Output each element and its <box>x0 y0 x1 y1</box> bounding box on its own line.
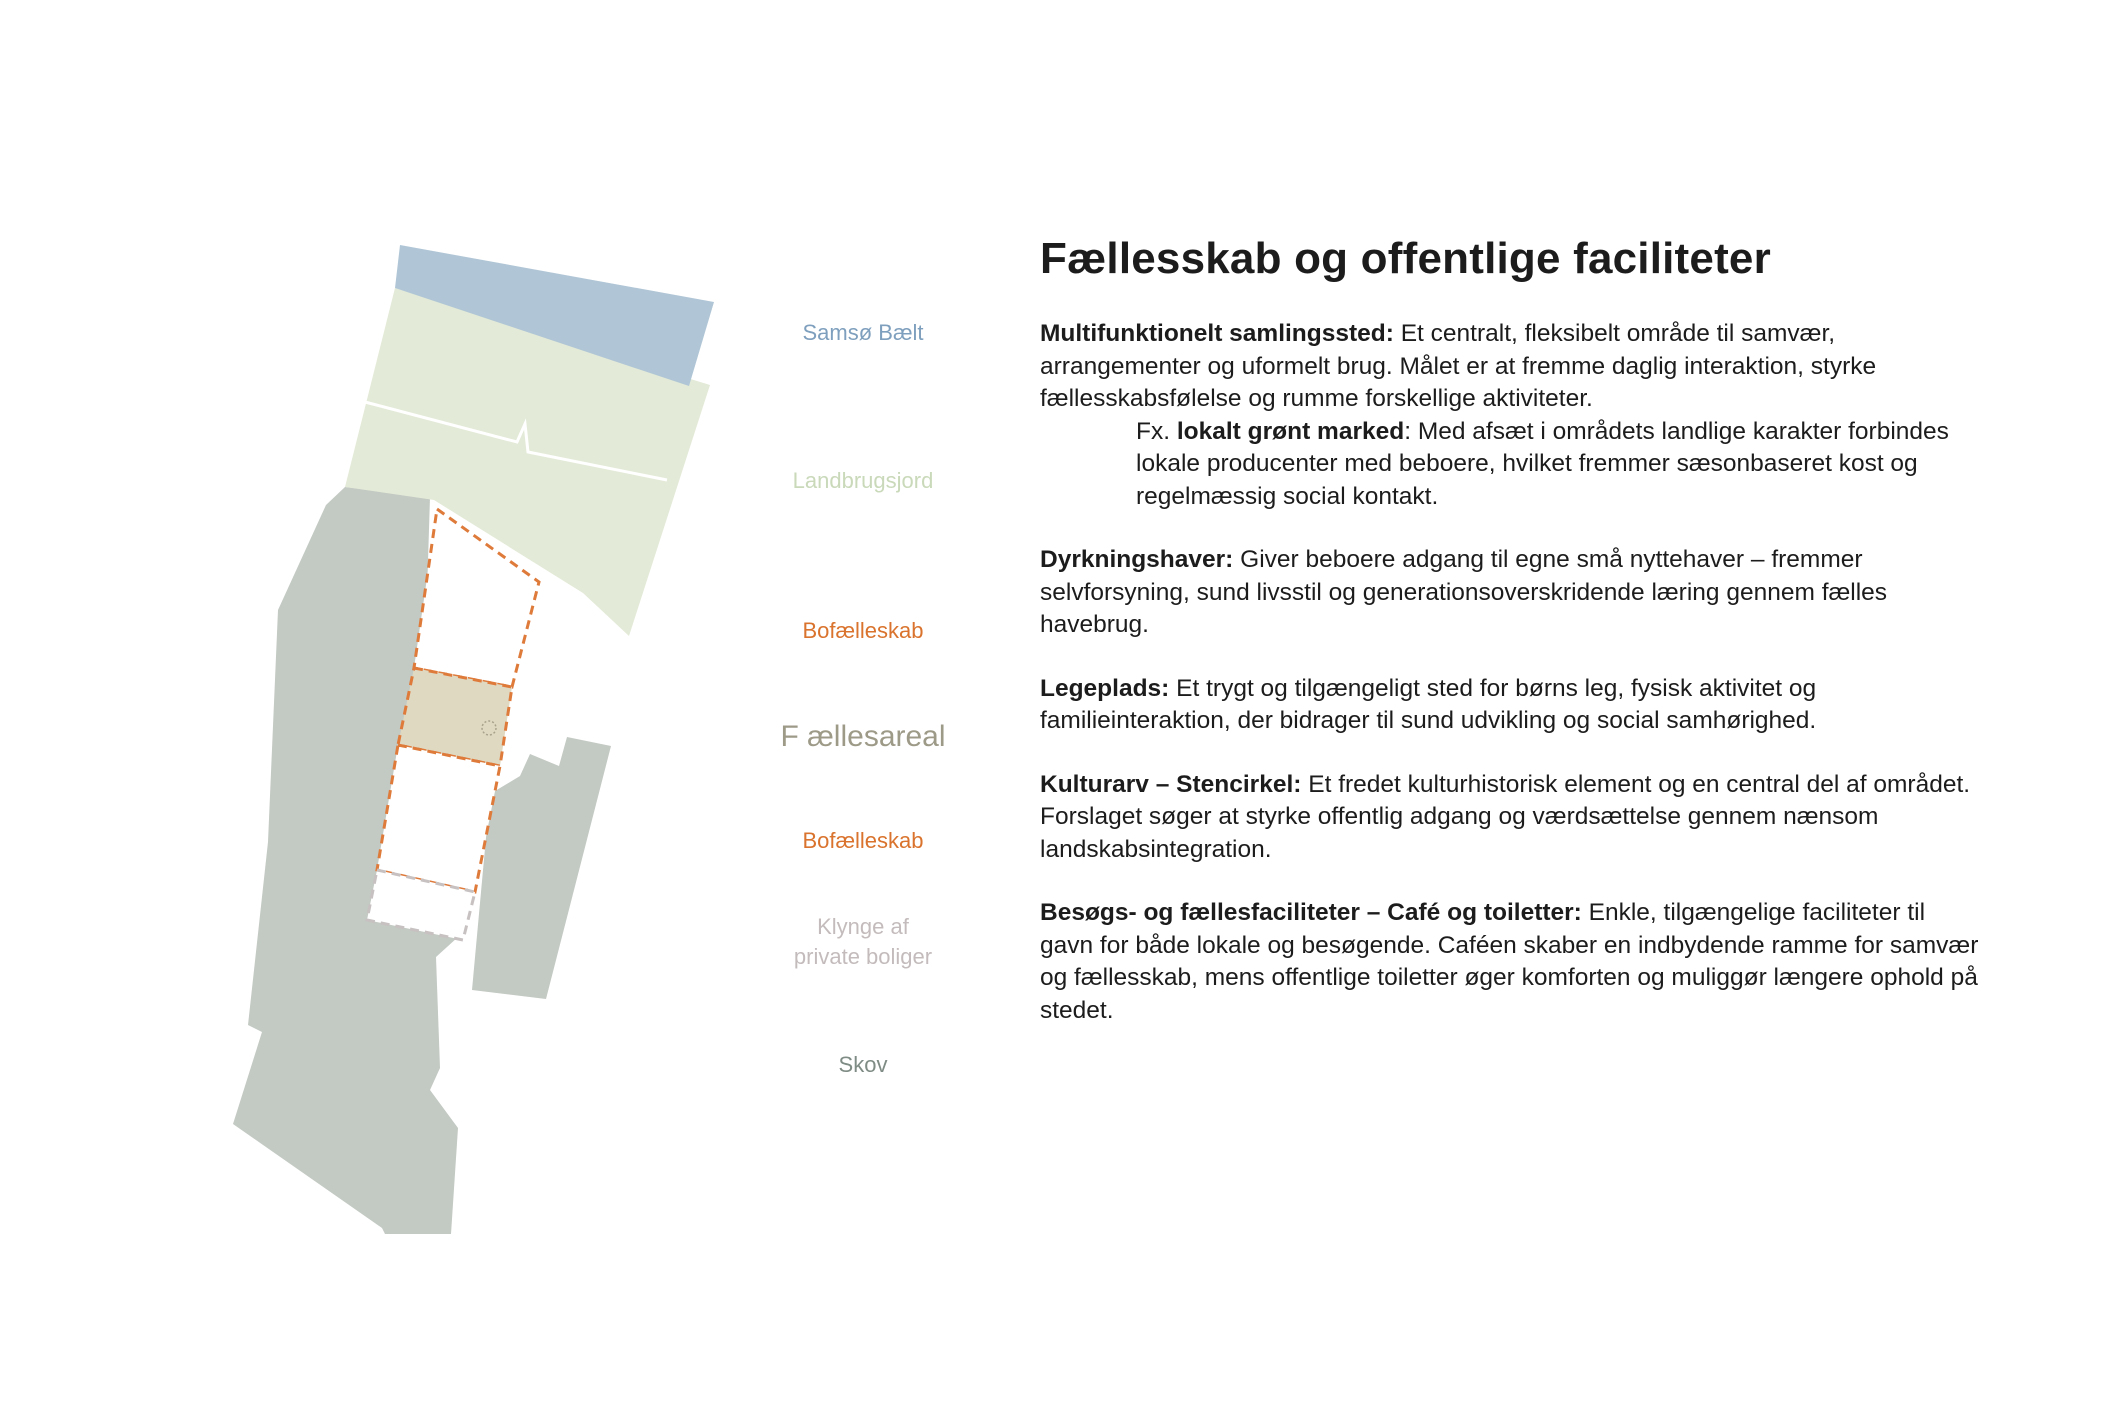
section-gathering-place <box>1040 318 1980 513</box>
site-plan-diagram <box>0 0 1000 1408</box>
legend-private-cluster: Klynge af private boliger <box>793 914 933 969</box>
page-title: Fællesskab og offentlige faciliteter <box>1040 234 1771 283</box>
example-note <box>1136 416 1980 514</box>
legend-forest: Skov <box>838 1052 888 1077</box>
section-term: Legeplads: <box>1040 674 1170 702</box>
section-gardens <box>1040 544 1980 642</box>
legend-cohousing-south: Bofælleskab <box>802 828 924 853</box>
section-term: Dyrkningshaver: <box>1040 546 1234 573</box>
legend-common-area: F ællesareal <box>780 720 946 753</box>
section-heritage <box>1040 769 1980 867</box>
section-facilities <box>1040 897 1980 1027</box>
section-text: Giver beboere adgang til egne små nyttehaver – fremmer selvforsyning, sund livsstil og generationsoverskridende læring gennem fælles havebrug. <box>1040 546 1888 638</box>
description-panel <box>1040 232 1980 1058</box>
section-text: Enkle, tilgængelige faciliteter til gavn for både lokale og besøgende. Caféen skaber en indbydende ramme for samvær og fællesskab, mens offentlige toiletter øger komforten og muliggør længere ophold på stedet. <box>1040 899 1979 1024</box>
section-text: Et centralt, fleksibelt område til samvær, arrangementer og uformelt brug. Målet er at fremme daglig interaktion, styrke fællesskabsfølelse og rumme forskellige aktiviteter. <box>1040 320 1877 412</box>
section-text: Et trygt og tilgængeligt sted for børns leg, fysisk aktivitet og familieinteraktion, der bidrager til sund udvikling og social samhørighed. <box>1040 674 1817 734</box>
legend-sea: Samsø Bælt <box>802 320 924 345</box>
legend-cohousing-north: Bofælleskab <box>802 618 924 643</box>
section-term: Besøgs- og fællesfaciliteter – Café og toiletter: <box>1040 899 1582 926</box>
section-playground <box>1040 673 1980 738</box>
cohousing-plot-south <box>377 745 500 892</box>
example-prefix: Fx. <box>1136 417 1177 445</box>
example-text: : Med afsæt i områdets landlige karakter forbindes lokale producenter med beboere, hvilket fremmer sæsonbaseret kost og regelmæssig social kontakt. <box>1136 417 1949 510</box>
legend-farmland: Landbrugsjord <box>792 468 934 493</box>
section-text: Et fredet kulturhistorisk element og en central del af området. Forslaget søger at styrke offentlig adgang og værdsættelse gennem nænsom landskabsintegration. <box>1040 770 1971 863</box>
example-term: lokalt grønt marked <box>1176 417 1405 445</box>
section-term: Multifunktionelt samlingssted: <box>1040 320 1394 347</box>
section-term: Kulturarv – Stencirkel: <box>1040 770 1302 798</box>
